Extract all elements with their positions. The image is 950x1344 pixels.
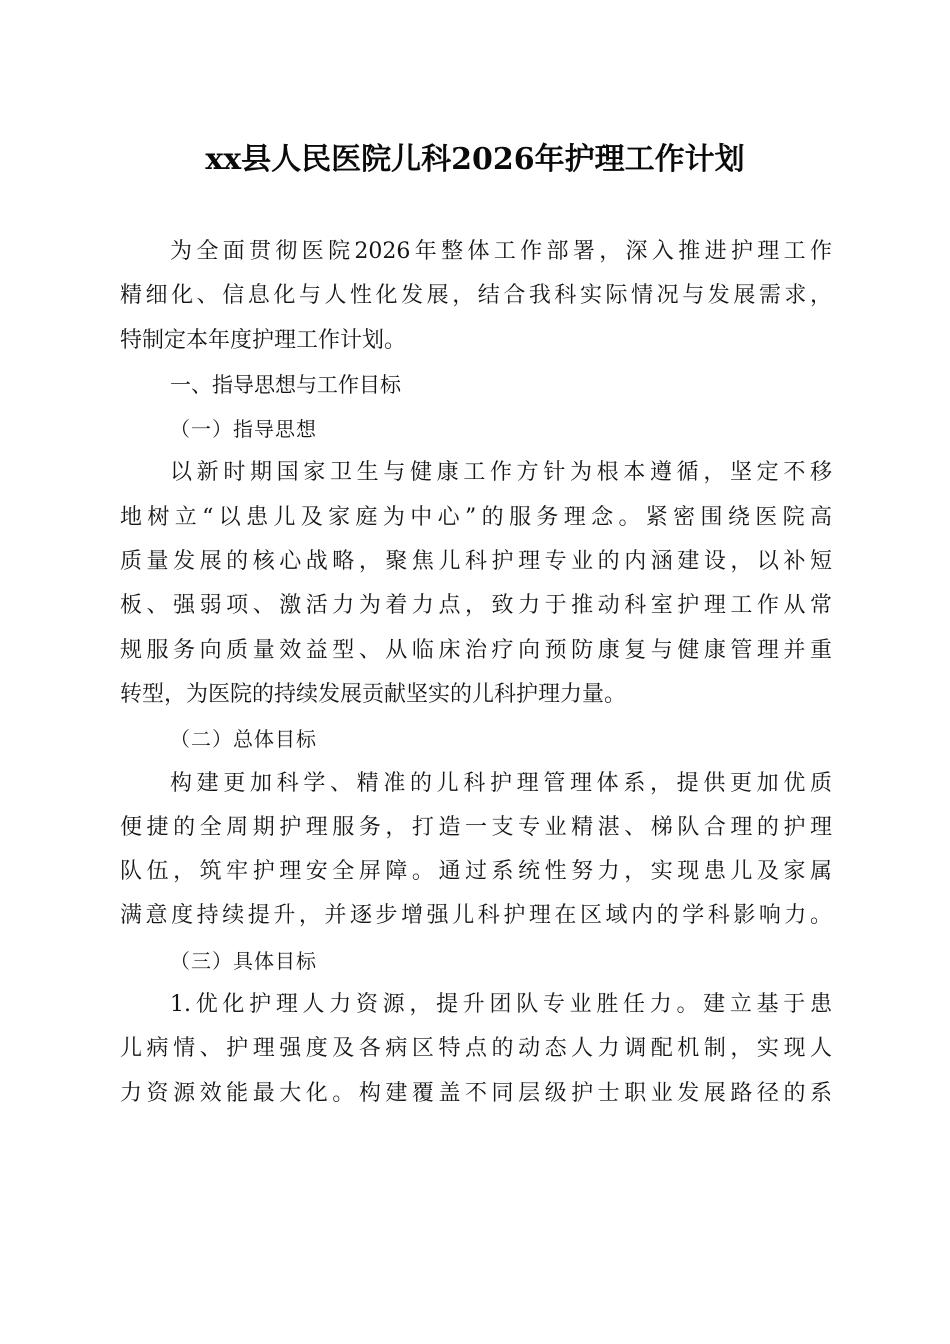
paragraph-line: 为全面贯彻医院2026年整体工作部署，深入推进护理工作 [170,239,832,264]
paragraph-line: 队伍，筑牢护理安全屏障。通过系统性努力，实现患儿及家属 [120,859,832,885]
document-title: xx县人民医院儿科2026年护理工作计划 [205,142,745,177]
paragraph-line: 儿病情、护理强度及各病区特点的动态人力调配机制，实现人 [120,1036,832,1062]
paragraph-line: 板、强弱项、激活力为着力点，致力于推动科室护理工作从常 [120,593,832,619]
paragraph-line: 以新时期国家卫生与健康工作方针为根本遵循，坚定不移 [170,460,832,486]
section-heading: 一、指导思想与工作目标 [170,372,401,397]
paragraph-line: 构建更加科学、精准的儿科护理管理体系，提供更加优质 [170,770,832,796]
paragraph-line: 满意度持续提升，并逐步增强儿科护理在区域内的学科影响力。 [120,903,832,929]
paragraph-line: 便捷的全周期护理服务，打造一支专业精湛、梯队合理的护理 [120,814,832,840]
paragraph-line: 质量发展的核心战略，聚焦儿科护理专业的内涵建设，以补短 [120,549,832,575]
paragraph-line: 转型，为医院的持续发展贡献坚实的儿科护理力量。 [120,681,627,707]
document-body [120,230,832,1116]
paragraph-line: 力资源效能最大化。构建覆盖不同层级护士职业发展路径的系 [120,1080,832,1106]
paragraph-line: 精细化、信息化与人性化发展，结合我科实际情况与发展需求， [120,283,832,309]
subsection-heading: （三）具体目标 [170,948,317,973]
paragraph-line: 规服务向质量效益型、从临床治疗向预防康复与健康管理并重 [120,637,832,663]
paragraph-line: 特制定本年度护理工作计划。 [120,327,407,353]
paragraph-line: 1.优化护理人力资源，提升团队专业胜任力。建立基于患 [170,992,832,1018]
paragraph-line: 地树立“以患儿及家庭为中心”的服务理念。紧密围绕医院高 [120,504,832,530]
subsection-heading: （二）总体目标 [170,727,317,752]
subsection-heading: （一）指导思想 [170,417,317,442]
